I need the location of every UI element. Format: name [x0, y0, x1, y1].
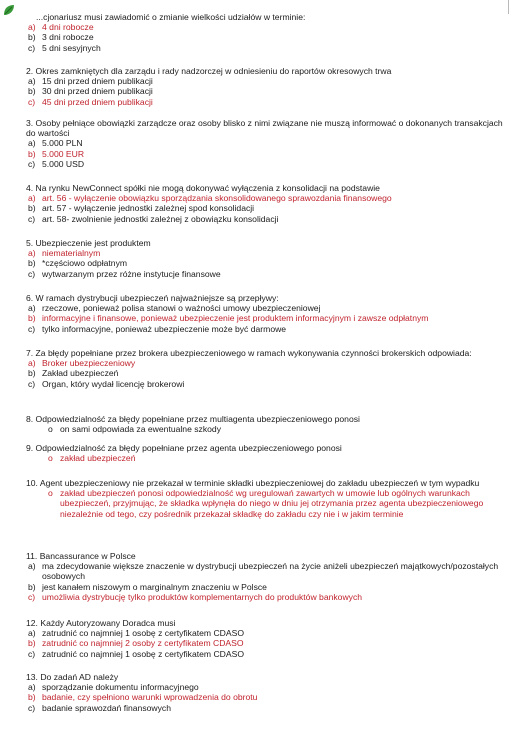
option-letter: c): [28, 96, 36, 107]
option-text: Broker ubezpieczeniowy: [42, 358, 136, 369]
bullet-item: [26, 424, 504, 434]
option-a: [26, 303, 504, 313]
option-letter: c): [28, 378, 36, 389]
option-text: informacyjne i finansowe, ponieważ ubezpieczenie jest produktem informacyjnym i zawsze odpłatnym: [42, 313, 429, 324]
question-5: [26, 238, 504, 279]
option-c: [26, 703, 504, 713]
option-letter: a): [28, 138, 36, 149]
question-title: 4. Na rynku NewConnect spółki nie mogą dokonywać wyłączenia z konsolidacji na podstawie: [26, 183, 380, 193]
option-text: 15 dni przed dniem publikacji: [42, 76, 153, 87]
option-b: [26, 258, 504, 268]
question-4: [26, 183, 504, 224]
option-letter: c): [28, 648, 36, 659]
option-b: [26, 203, 504, 213]
option-text: Zakład ubezpieczeń: [42, 368, 119, 379]
option-text: zatrudnić co najmniej 1 osobę z certyfikatem CDASO: [42, 648, 245, 659]
option-text: zakład ubezpieczeń ponosi odpowiedzialność wg uregulowań zawartych w umowie lub ogólnych warunkach ubezpieczeń, przyjmując, że składka wpłynęła do niego w dniu jej otrzymania przez agenta ubezpieczeniowego niezależnie od tego, czy pośrednik przekazał składkę do zakładu czy nie i w jakim terminie: [60, 488, 484, 519]
question-6: [26, 293, 504, 334]
option-a: [26, 193, 504, 203]
bullet-item: [26, 453, 504, 463]
question-title: 2. Okres zamkniętych dla zarządu i rady nadzorczej w odniesieniu do raportów okresowych trwa: [26, 66, 392, 76]
option-letter: a): [28, 193, 36, 204]
option-text: 5.000 PLN: [42, 138, 83, 149]
question-title: 12. Każdy Autoryzowany Doradca musi: [26, 618, 176, 628]
option-text: ma zdecydowanie większe znaczenie w dystrybucji ubezpieczeń na życie aniżeli ubezpieczeń majątkowych/pozostałych osobowych: [42, 561, 499, 582]
option-text: badanie sprawozdań finansowych: [42, 702, 171, 713]
option-letter: b): [28, 638, 36, 649]
option-c: [26, 592, 504, 602]
option-b: [26, 638, 504, 648]
option-text: badanie, czy spełniono warunki wprowadzenia do obrotu: [42, 692, 258, 703]
bullet-item: [26, 488, 504, 519]
option-letter: b): [28, 148, 36, 159]
option-letter: o: [48, 424, 53, 435]
option-text: 4 dni robocze: [42, 22, 94, 33]
option-b: [26, 368, 504, 378]
option-c: [26, 97, 504, 107]
question-title: 6. W ramach dystrybucji ubezpieczeń najważniejsze są przepływy:: [26, 293, 279, 303]
option-a: [26, 682, 504, 692]
option-text: jest kanałem niszowym o marginalnym znaczeniu w Polsce: [42, 581, 267, 592]
option-text: art. 56 - wyłączenie obowiązku sporządzania skonsolidowanego sprawozdania finansowego: [42, 193, 392, 204]
option-text: 5.000 EUR: [42, 148, 85, 159]
option-b: [26, 149, 504, 159]
option-b: [26, 582, 504, 592]
option-b: [26, 86, 504, 96]
option-letter: b): [28, 203, 36, 214]
option-letter: o: [48, 453, 53, 464]
option-text: tylko informacyjne, ponieważ ubezpieczenie może być darmowe: [42, 323, 287, 334]
option-b: [26, 692, 504, 702]
option-b: [26, 32, 496, 42]
option-text: on sami odpowiada za ewentualne szkody: [60, 424, 221, 435]
option-text: zatrudnić co najmniej 1 osobę z certyfikatem CDASO: [42, 628, 245, 639]
question-title: ...cjonariusz musi zawiadomić o zmianie wielkości udziałów w terminie:: [36, 12, 306, 22]
option-text: zakład ubezpieczeń: [60, 453, 136, 464]
scrollbar-edge: [503, 0, 515, 14]
option-letter: c): [28, 268, 36, 279]
option-letter: b): [28, 581, 36, 592]
option-c: [26, 269, 504, 279]
option-a: [26, 628, 504, 638]
option-letter: c): [28, 213, 36, 224]
option-letter: c): [28, 323, 36, 334]
question-3: [26, 118, 504, 169]
option-c: [26, 379, 504, 389]
option-letter: c): [28, 591, 36, 602]
option-text: 30 dni przed dniem publikacji: [42, 86, 153, 97]
option-a: [26, 248, 504, 258]
option-letter: a): [28, 248, 36, 259]
option-text: 5 dni sesyjnych: [42, 42, 101, 53]
question-7: [26, 348, 504, 389]
option-text: 5.000 USD: [42, 158, 85, 169]
option-letter: b): [28, 258, 36, 269]
option-text: Organ, który wydał licencję brokerowi: [42, 378, 185, 389]
option-letter: b): [28, 313, 36, 324]
option-letter: a): [28, 561, 36, 572]
question-8: [26, 414, 504, 434]
question-2: [26, 66, 504, 107]
option-letter: b): [28, 692, 36, 703]
option-letter: c): [28, 158, 36, 169]
option-a: [26, 138, 504, 148]
option-letter: b): [28, 86, 36, 97]
question-title: 5. Ubezpieczenie jest produktem: [26, 238, 151, 248]
option-text: art. 58- zwolnienie jednostki zależnej z obowiązku konsolidacji: [42, 213, 279, 224]
option-c: [26, 649, 504, 659]
question-title: 10. Agent ubezpieczeniowy nie przekazał w terminie składki ubezpieczeniowej do zakładu ubezpieczeń w tym wypadku: [26, 478, 480, 488]
option-letter: o: [48, 488, 53, 499]
green-leaf-icon: [2, 3, 16, 17]
question-title: 8. Odpowiedzialność za błędy popełniane przez multiagenta ubezpieczeniowego ponosi: [26, 414, 360, 424]
option-a: [26, 561, 504, 581]
question-1: [26, 12, 496, 53]
option-text: niematerialnym: [42, 248, 101, 259]
option-letter: a): [28, 303, 36, 314]
option-letter: b): [28, 32, 36, 43]
question-9: [26, 443, 504, 463]
question-11: [26, 551, 504, 602]
question-13: [26, 672, 504, 713]
option-a: [26, 358, 504, 368]
option-letter: c): [28, 702, 36, 713]
option-letter: a): [28, 682, 36, 693]
question-12: [26, 618, 504, 659]
option-letter: b): [28, 368, 36, 379]
option-text: umożliwia dystrybucję tylko produktów komplementarnych do produktów bankowych: [42, 591, 363, 602]
option-c: [26, 324, 504, 334]
option-text: 45 dni przed dniem publikacji: [42, 96, 153, 107]
question-title: 13. Do zadań AD należy: [26, 672, 119, 682]
option-text: wytwarzanym przez różne instytucje finansowe: [42, 268, 221, 279]
option-a: [26, 22, 496, 32]
question-title: 3. Osoby pełniące obowiązki zarządcze oraz osoby blisko z nimi związane nie muszą informować o dokonanych transakcjach do wartości: [26, 118, 503, 139]
option-text: 3 dni robocze: [42, 32, 94, 43]
option-letter: c): [28, 42, 36, 53]
question-title: 7. Za błędy popełniane przez brokera ubezpieczeniowego w ramach wykonywania czynności brokerskich odpowiada:: [26, 348, 472, 358]
option-text: *częściowo odpłatnym: [42, 258, 128, 269]
option-c: [26, 214, 504, 224]
option-c: [26, 43, 496, 53]
option-text: rzeczowe, ponieważ polisa stanowi o ważności umowy ubezpieczeniowej: [42, 303, 321, 314]
option-text: zatrudnić co najmniej 2 osoby z certyfikatem CDASO: [42, 638, 244, 649]
option-c: [26, 159, 504, 169]
option-a: [26, 76, 504, 86]
option-b: [26, 313, 504, 323]
option-text: sporządzanie dokumentu informacyjnego: [42, 682, 199, 693]
question-title: 11. Bancassurance w Polsce: [26, 551, 136, 561]
option-letter: a): [28, 76, 36, 87]
option-letter: a): [28, 358, 36, 369]
option-letter: a): [28, 22, 36, 33]
option-letter: a): [28, 628, 36, 639]
question-10: [26, 478, 504, 519]
option-text: art. 57 - wyłączenie jednostki zależnej spod konsolidacji: [42, 203, 255, 214]
question-title: 9. Odpowiedzialność za błędy popełniane przez agenta ubezpieczeniowego ponosi: [26, 443, 342, 453]
